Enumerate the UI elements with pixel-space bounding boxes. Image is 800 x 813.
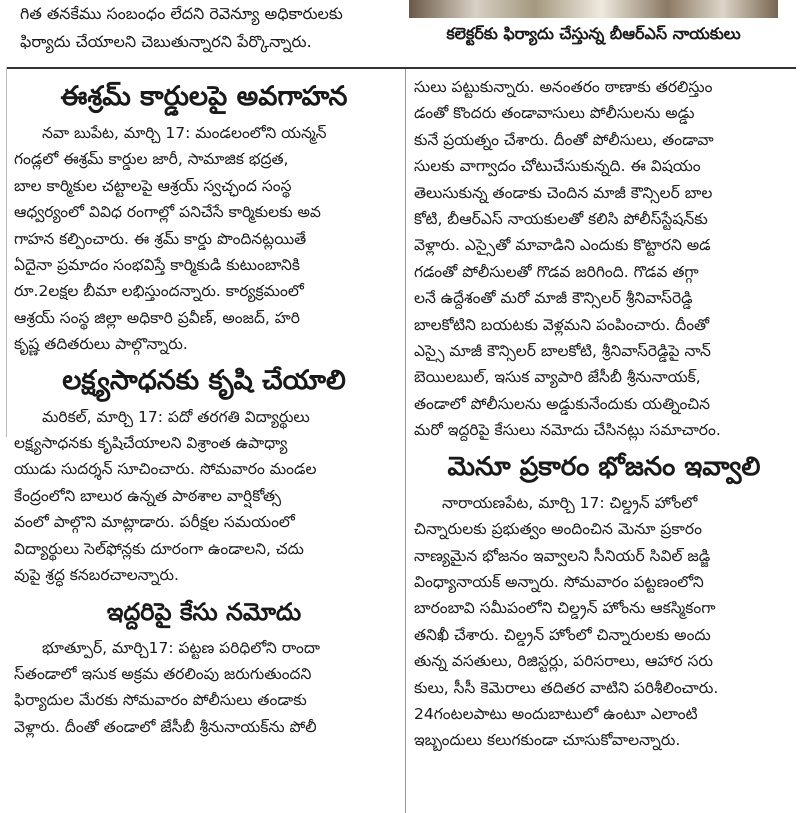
body-line: తున్న వసతులు, రిజిస్టర్లు, పరిసరాలు, ఆహార సరు — [414, 652, 713, 671]
column-divider — [405, 69, 406, 813]
body-line: గిత తనకేము సంబంధం లేదని రెవెన్యూ అధికారులకు — [20, 4, 343, 23]
body-line: వెళ్లారు. ఎస్సైతో మావాడిని ఎందుకు కొట్టారని అడ — [414, 236, 711, 255]
body-line: యుడు సుదర్శన్‌ సూచించారు. సోమవారం మండల — [14, 460, 317, 479]
body-line: డంతో కొందరు తండావాసులు పోలీసులను అడ్డు — [414, 104, 695, 123]
body-line: గడంతో పోలీసులతో గొడవ జరిగింది. గొడవ తగ్గా — [414, 262, 699, 281]
body-line: బాల కార్మికుల చట్టాలపై ఆశ్రయ్‌ స్వచ్ఛంద సంస్థ — [14, 176, 292, 195]
body-line: స్‌తండాలో ఇసుక అక్రమ తరలింపు జరుగుతుందని — [14, 664, 312, 683]
body-line: లక్ష్యసాధనకు కృషిచేయాలని విశ్రాంత ఉపాధ్యా — [14, 434, 288, 453]
body-line: వింధ్యానాయక్‌ అన్నారు. సోమవారం పట్టణంలోని — [414, 572, 704, 591]
body-line: వుపై శ్రద్ధ కనబరచాలన్నారు. — [14, 566, 179, 585]
body-line: కులు, సీసీ కెమెరాలు తదితర వాటిని పరిశీలించారు. — [414, 678, 719, 697]
horizontal-divider — [6, 67, 796, 69]
body-line: నారాయణపేట, మార్చి 17: చిల్డ్రన్‌ హోంలో — [442, 493, 698, 512]
photo-caption: కలెక్టర్‌కు ఫిర్యాదు చేస్తున్న బీఆర్‌ఎస్‌ నాయకులు — [446, 24, 741, 43]
body-line: వెళ్లారు. దీంతో తండాలో జేసీబీ శ్రీనునాయక్‌ను పోలీ — [14, 717, 317, 736]
article-body — [14, 120, 394, 358]
body-line: కేంద్రంలోని బాలుర ఉన్నత పాఠశాల వార్షికోత్స — [14, 486, 282, 505]
body-line: తనిఖీ చేశారు. చిల్డ్రన్‌ హోంలో చిన్నారులకు అందు — [414, 625, 711, 644]
body-line: ఆశ్రయ్‌ సంస్థ జిల్లా అధికారి ప్రవీణ్‌, అంజద్‌, హరి — [14, 308, 300, 327]
body-line: తెలుసుకున్న తండాకు చెందిన మాజీ కౌన్సిలర్‌ బాల — [414, 183, 713, 202]
body-line: విద్యార్థులు సెల్‌ఫోన్లకు దూరంగా ఉండాలని, చదు — [14, 539, 304, 558]
body-line: గాహన కల్పించారు. ఈ శ్రమ్‌ కార్డు పొందినట్లయితే — [14, 229, 307, 248]
body-line: రూ.2లక్షల బీమా లభిస్తుందన్నారు. కార్యక్రమంలో — [14, 282, 304, 301]
article-headline: ఈశ్రమ్‌ కార్డులపై అవగాహన — [60, 81, 348, 112]
body-line: నవా బుపేట, మార్చి 17: మండలంలోని యన్మన్‌ — [42, 124, 327, 142]
article-menu — [414, 444, 794, 754]
body-line: తండాలో పోలీసులను అడ్డుకునేందుకు యత్నించిన — [414, 394, 711, 413]
body-line: లనే ఉద్దేశంతో మరో మాజీ కౌన్సిలర్‌ శ్రీనివాస్‌రెడ్డి — [414, 289, 693, 308]
body-line: సులకు వాగ్వాదం చోటుచేసుకున్నది. ఈ విషయం — [414, 157, 701, 176]
body-line: సులు పట్టుకున్నారు. అనంతరం ఠాణాకు తరలిస్తుం — [414, 78, 713, 96]
article-headline: మెనూ ప్రకారం భోజనం ఇవ్వాలి — [447, 451, 761, 482]
body-line: ఇబ్బందులు కలుగకుండా చూసుకోవాలన్నారు. — [414, 731, 681, 750]
body-line: ఫిర్యాదుల మేరకు సోమవారం పోలీసులు తండాకు — [14, 691, 307, 710]
body-line: భూత్పూర్‌, మార్చి17: పట్టణ పరిధిలోని రాందా — [42, 638, 321, 657]
article-body — [414, 490, 794, 754]
body-line: ఆధ్వర్యంలో వివిధ రంగాల్లో పనిచేసే కార్మికులకు అవ — [14, 203, 321, 222]
body-line: వంలో పాల్గొని మాట్లాడారు. పరీక్షల సమయంలో — [14, 513, 295, 532]
article-headline: ఇద్దరిపై కేసు నమోదు — [106, 597, 302, 626]
article-goal — [14, 358, 394, 589]
body-line: మరికల్‌, మార్చి 17: పదో తరగతి విద్యార్థులు — [42, 407, 310, 426]
body-line: బాలకోటిని బయటకు వెళ్లమని పంపించారు. దీంతో — [414, 315, 710, 334]
article-body — [14, 635, 394, 741]
news-photo — [409, 0, 778, 18]
body-line: కునే ప్రయత్నం చేశారు. దీంతో పోలీసులు, తండావా — [414, 130, 714, 149]
body-line: బెయిలబుల్‌, ఇసుక వ్యాపారి జేసీబీ శ్రీనునాయక్‌, — [414, 368, 701, 387]
body-line: ఏదైనా ప్రమాదం సంభవిస్తే కార్మికుడి కుటుంబానికి — [14, 256, 300, 275]
body-line: మరో ఇద్దరిపై కేసులు నమోదు చేసినట్లు సమాచారం. — [414, 421, 721, 440]
body-line: కృష్ణ తదితరులు పాల్గొన్నారు. — [14, 335, 188, 354]
body-line: 24గంటలపాటు అందుబాటులో ఉంటూ ఎలాంటి — [414, 704, 698, 723]
body-line: నాణ్యమైన భోజనం ఇవ్వాలని సీనియర్‌ సివిల్‌ జడ్జి — [414, 546, 711, 565]
article-headline: లక్ష్యసాధనకు కృషి చేయాలి — [62, 364, 346, 396]
body-line: గండ్లలో ఈశ్రమ్‌ కార్డుల జారీ, సామాజిక భద్రత, — [14, 150, 289, 169]
left-border — [6, 67, 7, 437]
right-column — [414, 74, 794, 754]
body-line: బారంబావి సమీపంలోని చిల్డ్రన్‌ హోంను ఆకస్మికంగా — [414, 599, 716, 618]
article-eshram — [14, 74, 394, 358]
body-line: చిన్నారులకు ప్రభుత్వం అందించిన మెనూ ప్రకారం — [414, 520, 702, 539]
body-line: ఫిర్యాదు చేయాలని చెబుతున్నారని పేర్కొన్నారు. — [20, 32, 312, 51]
article-body — [14, 404, 394, 589]
article-continuation — [414, 74, 794, 444]
previous-article-tail — [20, 0, 395, 56]
body-line: కోటి, బీఆర్‌ఎస్‌ నాయకులతో కలిసి పోలీస్‌స్టేషన్‌కు — [414, 210, 708, 229]
article-case — [14, 589, 394, 741]
body-line: ఎస్సై మాజీ కౌన్సిలర్‌ బాలకోటి, శ్రీనివాస్‌రెడ్డిపై నాన్‌ — [414, 342, 711, 361]
left-column — [14, 74, 394, 740]
